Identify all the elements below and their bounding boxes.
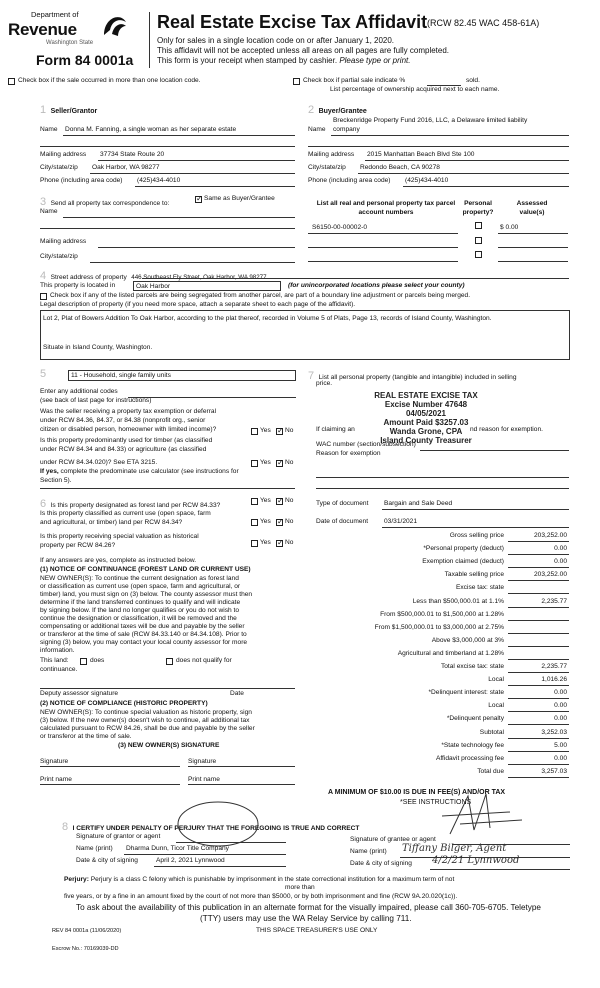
s5-q1-no-checkbox[interactable]	[276, 428, 283, 435]
partial-sale-checkbox[interactable]	[293, 78, 300, 85]
tax-row-underline	[508, 659, 569, 660]
if-any-yes: If any answers are yes, complete as instructed below.	[40, 557, 197, 564]
owner-print-name-label-1: Print name	[40, 776, 72, 783]
wac-label: WAC number (section/subsection)	[316, 441, 416, 448]
deputy-assessor-label: Deputy assessor signature	[40, 690, 119, 697]
grantor-date[interactable]: April 2, 2021 Lynnwood	[156, 857, 225, 864]
tax-row-value[interactable]: 0.00	[554, 545, 567, 552]
tax-row-value[interactable]: 0.00	[554, 755, 567, 762]
treasurer-use-only: THIS SPACE TREASURER'S USE ONLY	[256, 927, 378, 934]
sold-label: sold.	[466, 77, 480, 84]
treasurer-stamp	[366, 391, 486, 445]
perjury-text-2: five years, or by a fine in an amount fixed by the court of not more than $5000, or by both imprisonment and fine (RCW 9A.20.020(1c)).	[64, 893, 458, 900]
tax-row-underline	[508, 751, 569, 752]
compliance-text-1: NEW OWNER(S): To continue special valuation as historic property, sign	[40, 709, 252, 716]
section3-send: 3 Send all property tax correspondence to:	[40, 196, 170, 208]
doc-date[interactable]: 03/31/2021	[384, 518, 418, 525]
tax-row-underline	[508, 580, 569, 581]
parcel-number[interactable]: S6150-00-00002-0	[312, 224, 367, 231]
signature-scribble-icon	[150, 786, 550, 848]
s5-q2-no-checkbox[interactable]	[276, 460, 283, 467]
legal-description-box[interactable]	[40, 310, 570, 360]
stamp-line-5: Wanda Grone, CPA	[389, 427, 463, 436]
deputy-date-label: Date	[230, 690, 244, 697]
grantee-name[interactable]: Tiffany Bilger, Agent	[402, 843, 507, 854]
tax-row-underline	[508, 593, 569, 594]
land-does-checkbox[interactable]	[80, 658, 87, 665]
s5-q2-line1: Is this property predominantly used for timber (as classified	[40, 437, 213, 444]
s6-q2-no-checkbox[interactable]	[276, 519, 283, 526]
compliance-text-4: or transferor at the time of sale.	[40, 733, 132, 740]
grantor-name[interactable]: Dharma Dunn, Ticor Title Company	[126, 845, 229, 852]
correspondence-mailing-label: Mailing address	[40, 238, 87, 245]
tax-row-label: Total due	[477, 768, 504, 775]
escrow-number: Escrow No.: 70169039-DD	[52, 946, 119, 952]
s6-q1-yes-label: Yes	[260, 497, 271, 504]
s5-q2-line2: under RCW 84.34 and 84.33) or agriculture (as classified	[40, 446, 207, 453]
tax-row-label: Taxable selling price	[444, 571, 504, 578]
tax-row-label: Excise tax: state	[455, 584, 504, 591]
seller-name[interactable]: Donna M. Fanning, a single woman as her separate estate	[65, 126, 237, 133]
if-yes-line2: Section 5).	[40, 477, 72, 484]
s8-certify: 8 I CERTIFY UNDER PENALTY OF PERJURY THAT THE FOREGOING IS TRUE AND CORRECT	[62, 821, 360, 833]
tax-row-underline	[508, 646, 569, 647]
personal-property-checkbox-2[interactable]	[475, 237, 482, 244]
tax-row-value[interactable]: 3,257.03	[541, 768, 567, 775]
continuance-text-1: NEW OWNER(S): To continue the current designation as forest land	[40, 575, 239, 582]
tax-row-underline	[508, 711, 569, 712]
section2-heading: 2 Buyer/Grantee	[308, 104, 367, 116]
s5-q1-no-label: No	[285, 427, 294, 434]
section1-heading: 1 Seller/Grantor	[40, 104, 98, 116]
tax-row-label: *Personal property (deduct)	[423, 545, 504, 552]
continuance-word: continuance.	[40, 666, 78, 673]
form-title: Real Estate Excise Tax Affidavit	[157, 12, 428, 32]
rev-number: REV 84 0001a (11/06/2020)	[52, 928, 122, 934]
s5-q1-line2: under RCW 84.36, 84.37, or 84.38 (nonprofit org., senior	[40, 417, 206, 424]
continuance-text-4: determine if the land transferred continues to qualify and will indicate	[40, 599, 241, 606]
land-does-not-label: does not qualify for	[176, 657, 232, 664]
seller-city-label: City/state/zip	[40, 164, 78, 171]
tax-row-label: Agricultural and timberland at 1.28%	[397, 650, 504, 657]
buyer-phone-label: Phone (including area code)	[308, 177, 391, 184]
correspondence-city-label: City/state/zip	[40, 253, 78, 260]
buyer-mailing-label: Mailing address	[308, 151, 355, 158]
perjury-text: Perjury: Perjury is a class C felony which is punishable by imprisonment in the state correctional institution for a maximum term of not	[64, 876, 455, 883]
buyer-mailing[interactable]: 2015 Manhattan Beach Blvd Ste 100	[367, 151, 475, 158]
claiming-label: If claiming an	[316, 426, 355, 433]
stamp-line-3: 04/05/2021	[405, 409, 447, 418]
tax-row-underline	[508, 633, 569, 634]
owner-print-name-label-2: Print name	[188, 776, 220, 783]
doc-type-label: Type of document	[316, 500, 369, 507]
tax-row-label: *State technology fee	[441, 742, 504, 749]
tax-row-value[interactable]: 5.00	[554, 742, 567, 749]
tax-row-label: Local	[488, 702, 504, 709]
same-as-buyer-label: Same as Buyer/Grantee	[204, 195, 275, 202]
stamp-line-4: Amount Paid $3257.03	[383, 418, 469, 427]
section5-num: 5	[40, 368, 47, 380]
segregated-label: Check box if any of the listed parcels are being segregated from another parcel, are part of a boundary line adjustment or parcels being merged.	[50, 292, 471, 299]
tax-row-label: Total excise tax: state	[440, 663, 504, 670]
s6-q2-line1: Is this property classified as current use (open space, farm	[40, 510, 211, 517]
grantee-date-label: Date & city of signing	[350, 860, 412, 867]
seller-city[interactable]: Oak Harbor, WA 98277	[92, 164, 160, 171]
compliance-text-3: calculated pursuant to RCW 84.26, shall be due and payable by the seller	[40, 725, 255, 732]
legal-description: Lot 2, Plat of Bowers Addition To Oak Harbor, according to the plat thereof, recorded in Volume 5 of Plats, Page 13, records of Island County, Washington.	[43, 315, 492, 322]
owner-signature-label-1: Signature	[40, 758, 69, 765]
tax-row-underline	[508, 541, 569, 542]
tax-row-underline	[508, 685, 569, 686]
buyer-city[interactable]: Redondo Beach, CA 90278	[360, 164, 440, 171]
minimum-due-note: A MINIMUM OF $10.00 IS DUE IN FEE(S) AND/OR TAX	[328, 789, 506, 796]
dept-sub: Washington State	[46, 40, 94, 46]
stamp-line-1: REAL ESTATE EXCISE TAX	[374, 391, 478, 400]
same-as-buyer-checkbox[interactable]	[195, 196, 202, 203]
continuance-text-3: timber) land, you must sign on (3) below. The county assessor must then	[40, 591, 253, 598]
s6-q3-yes-checkbox[interactable]	[251, 540, 258, 547]
s6-q2-no-label: No	[285, 518, 294, 525]
s5-q2-no-label: No	[285, 459, 294, 466]
legal-label: Legal description of property (if you need more space, attach a separate sheet to each page of the affidavit).	[40, 301, 356, 308]
owner-signature-label-2: Signature	[188, 758, 217, 765]
doc-date-label: Date of document	[316, 518, 369, 525]
s5-q2-yes-label: Yes	[260, 459, 271, 466]
tax-row-underline	[508, 607, 569, 608]
grantee-name-label: Name (print)	[350, 848, 387, 855]
s6-q3-no-label: No	[285, 539, 294, 546]
s5-q1-line1: Was the seller receiving a property tax exemption or deferral	[40, 408, 217, 415]
tax-row-underline	[508, 738, 569, 739]
s7-price: price.	[316, 380, 333, 387]
see-back-note: (see back of last page for instructions)	[40, 397, 152, 404]
tax-row-value[interactable]: 2,235.77	[541, 598, 567, 605]
personal-property-header: Personal property?	[462, 200, 494, 216]
correspondence-name-label: Name	[40, 208, 58, 215]
tax-row-value[interactable]: 203,252.00	[533, 571, 567, 578]
stamp-line-2: Excise Number 47648	[384, 400, 468, 409]
tax-row-underline	[508, 554, 569, 555]
s6-q3-line2: property per RCW 84.26?	[40, 542, 116, 549]
buyer-name-line2[interactable]: company	[333, 126, 360, 133]
buyer-name-line1: Breckenridge Property Fund 2016, LLC, a Delaware limited liability	[333, 117, 528, 124]
tax-row-label: Less than $500,000.01 at 1.1%	[412, 598, 504, 605]
s6-q3-line1: Is this property receiving special valuation as historical	[40, 533, 199, 540]
s6-q2-line2: and agricultural, or timber) land per RCW 84.34?	[40, 519, 183, 526]
tax-row-value[interactable]: 0.00	[554, 715, 567, 722]
tax-row-underline	[508, 724, 569, 725]
tax-row-underline	[508, 672, 569, 673]
s6-q1-yes-checkbox[interactable]	[251, 498, 258, 505]
s6-q1-no-checkbox[interactable]	[276, 498, 283, 505]
rcw-ref: (RCW 82.45 WAC 458-61A)	[427, 18, 540, 28]
if-yes-text: If yes, complete the predominate use calculator (see instructions for	[40, 468, 239, 475]
tax-row-label: From $500,000.01 to $1,500,000 at 1.28%	[380, 611, 504, 618]
more-than: more than	[285, 884, 315, 891]
s5-q1-yes-checkbox[interactable]	[251, 428, 258, 435]
segregated-checkbox[interactable]	[40, 293, 47, 300]
continuance-text-5: by signing below. If the land no longer qualifies or you do not wish to	[40, 607, 240, 614]
continuance-text-2: or classification as current use (open space, farm and agricultural, or	[40, 583, 241, 590]
multi-location-label: Check box if the sale occurred in more than one location code.	[18, 77, 201, 84]
seller-mailing[interactable]: 37734 State Route 20	[100, 151, 165, 158]
buyer-name-label: Name	[308, 126, 326, 133]
seller-mailing-label: Mailing address	[40, 151, 87, 158]
tax-row-label: Affidavit processing fee	[435, 755, 504, 762]
s6-q2-yes-checkbox[interactable]	[251, 519, 258, 526]
section4-street: 4 Street address of property 446 Southeast Ely Street, Oak Harbor, WA 98277	[40, 270, 267, 282]
tax-row-value[interactable]: 0.00	[554, 689, 567, 696]
buyer-phone[interactable]: (425)434-4010	[405, 177, 449, 184]
tax-row-label: *Delinquent interest: state	[428, 689, 504, 696]
location-select[interactable]: Oak Harbor	[133, 281, 281, 291]
tax-row-value[interactable]: 0.00	[554, 702, 567, 709]
s6-q1: 6 Is this property designated as forest land per RCW 84.33?	[40, 498, 221, 510]
continuance-text-9: signing (3) below, you may contact your local county assessor for more	[40, 639, 248, 646]
located-label: This property is located in	[40, 282, 116, 289]
buyer-city-label: City/state/zip	[308, 164, 346, 171]
alt-format-2: (TTY) users may use the WA Relay Service by calling 711.	[200, 914, 412, 923]
assessed-value[interactable]: $ 0.00	[500, 224, 519, 231]
multi-location-checkbox[interactable]	[8, 78, 15, 85]
header-line1: Only for sales in a single location code on or after January 1, 2020.	[157, 36, 395, 45]
tax-row-value[interactable]: 3,252.03	[541, 729, 567, 736]
land-use-code-select[interactable]: 11 - Household, single family units	[68, 370, 296, 381]
compliance-text-2: (3) below. If the new owner(s) doesn't wish to continue, all additional tax	[40, 717, 250, 724]
continuance-heading: (1) NOTICE OF CONTINUANCE (FOREST LAND OR CURRENT USE)	[40, 566, 251, 573]
header-line2: This affidavit will not be accepted unless all areas on all pages are fully completed.	[157, 46, 450, 55]
grantee-signature-label: Signature of grantee or agent	[350, 836, 436, 843]
parcel-header: List all real and personal property tax parcel account numbers	[316, 200, 456, 216]
situate-text: Situate in Island County, Washington.	[43, 344, 153, 351]
assessed-value-header: Assessed value(s)	[516, 200, 548, 216]
s5-q1-yes-label: Yes	[260, 427, 271, 434]
seller-name-label: Name	[40, 126, 58, 133]
tax-row-label: Gross selling price	[449, 532, 504, 539]
personal-property-checkbox-3[interactable]	[475, 251, 482, 258]
dept-main: Revenue	[8, 20, 77, 39]
reason-label: Reason for exemption	[316, 450, 381, 457]
continuance-text-6: continue the designation or classification, it will be removed and the	[40, 615, 237, 622]
new-owner-sig-heading: (3) NEW OWNER(S) SIGNATURE	[118, 742, 220, 749]
grantor-date-label: Date & city of signing	[76, 857, 138, 864]
tax-row-label: Exemption claimed (deduct)	[422, 558, 504, 565]
s5-q2-line3: under RCW 84.34.020)? See ETA 3215.	[40, 459, 158, 466]
continuance-text-7: compensating or additional taxes will be due and payable by the seller	[40, 623, 245, 630]
ownership-note: List percentage of ownership acquired next to each name.	[330, 86, 500, 93]
tax-row-label: Above $3,000,000 at 3%	[431, 637, 504, 644]
s6-q1-no-label: No	[285, 497, 294, 504]
tax-row-label: Subtotal	[479, 729, 504, 736]
this-land-label: This land:	[40, 657, 69, 664]
seller-phone[interactable]: (425)434-4010	[137, 177, 181, 184]
tax-row-underline	[508, 698, 569, 699]
see-instructions: *SEE INSTRUCTIONS	[400, 799, 472, 806]
tax-row-underline	[508, 777, 569, 778]
header-line3: This form is your receipt when stamped by cashier. Please type or print.	[157, 56, 411, 65]
tax-row-underline	[508, 620, 569, 621]
tax-row-label: *Delinquent penalty	[446, 715, 504, 722]
tax-row-label: From $1,500,000.01 to $3,000,000 at 2.75%	[374, 624, 504, 631]
s6-q3-no-checkbox[interactable]	[276, 540, 283, 547]
tax-row-value[interactable]: 0.00	[554, 558, 567, 565]
s5-q1-line3: citizen or disabled person, homeowner with limited income)?	[40, 426, 217, 433]
tax-row-value[interactable]: 2,235.77	[541, 663, 567, 670]
s6-q3-yes-label: Yes	[260, 539, 271, 546]
continuance-text-8: or transferor at the time of sale (RCW 84.33.140 or 84.34.108). Prior to	[40, 631, 247, 638]
additional-codes-label: Enter any additional codes	[40, 388, 118, 395]
tax-row-label: Local	[488, 676, 504, 683]
tax-row-value[interactable]: 1,016.26	[541, 676, 567, 683]
dept-top: Department of	[31, 10, 79, 19]
dor-logo-icon	[98, 10, 130, 40]
compliance-heading: (2) NOTICE OF COMPLIANCE (HISTORIC PROPERTY)	[40, 700, 208, 707]
seller-phone-label: Phone (including area code)	[40, 177, 123, 184]
claiming-label-end: nd reason for exemption.	[470, 426, 543, 433]
alt-format-1: To ask about the availability of this publication in an alternate format for the visually impaired, please call 360-705-6705. Teletype	[76, 903, 541, 912]
located-note: (for unincorporated locations please select your county)	[288, 282, 465, 289]
tax-row-underline	[508, 567, 569, 568]
grantee-date[interactable]: 4/2/21 Lynnwood	[432, 855, 520, 866]
grantor-name-label: Name (print)	[76, 845, 113, 852]
s7-list: 7 List all personal property (tangible and intangible) included in selling	[308, 370, 517, 382]
land-does-label: does	[90, 657, 105, 664]
grantor-signature-label: Signature of grantor or agent	[76, 833, 161, 840]
stamp-line-6: Island County Treasurer	[380, 436, 472, 445]
tax-row-value[interactable]: 203,252.00	[533, 532, 567, 539]
tax-row-underline	[508, 764, 569, 765]
land-does-not-checkbox[interactable]	[166, 658, 173, 665]
doc-type[interactable]: Bargain and Sale Deed	[384, 500, 453, 507]
continuance-text-10: information.	[40, 647, 75, 654]
s5-q2-yes-checkbox[interactable]	[251, 460, 258, 467]
personal-property-checkbox-1[interactable]	[475, 222, 482, 229]
partial-sale-label: Check box if partial sale indicate %	[303, 77, 406, 84]
form-number: Form 84 0001a	[36, 52, 134, 68]
s6-q2-yes-label: Yes	[260, 518, 271, 525]
